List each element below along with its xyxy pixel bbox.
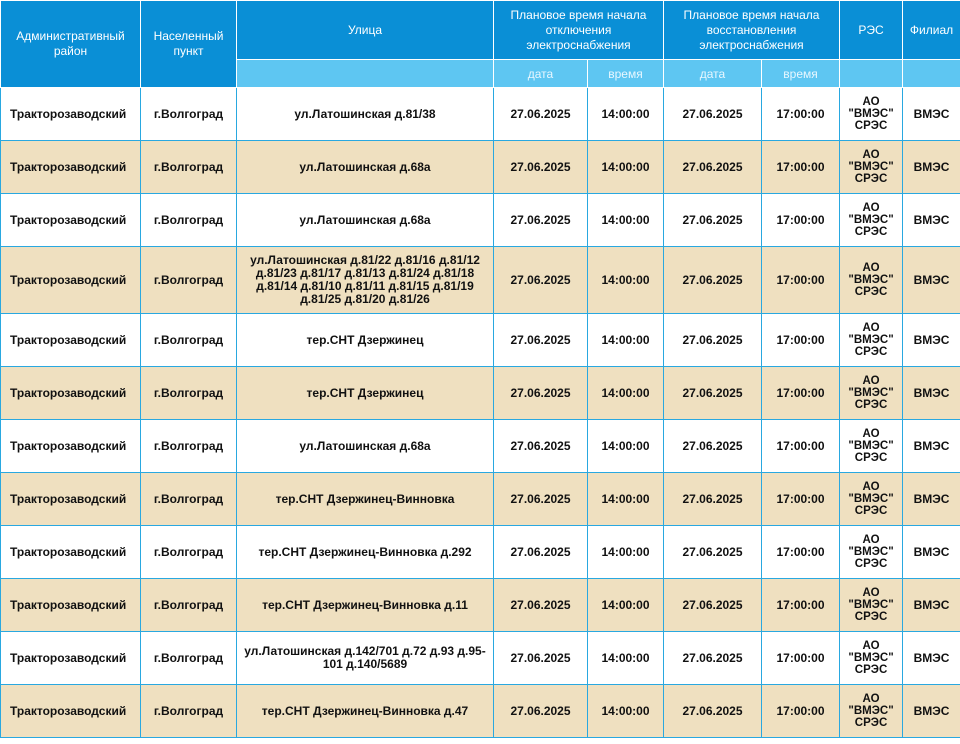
branch-cell: ВМЭС — [903, 526, 960, 579]
res-line: "ВМЭС" — [848, 705, 894, 717]
outage-date-cell: 27.06.2025 — [494, 314, 588, 367]
res-line: АО — [862, 96, 880, 108]
outage-time-cell: 14:00:00 — [588, 88, 664, 141]
locality-cell: г.Волгоград — [141, 367, 237, 420]
locality-cell: г.Волгоград — [141, 632, 237, 685]
street-cell: ул.Латошинская д.142/701 д.72 д.93 д.95-101 д.140/5689 — [237, 632, 494, 685]
restore-date-cell: 27.06.2025 — [664, 420, 762, 473]
subheader-restore-date: дата — [664, 60, 762, 88]
res-cell — [840, 526, 903, 579]
district-cell: Тракторозаводский — [1, 314, 141, 367]
street-cell: ул.Латошинская д.81/38 — [237, 88, 494, 141]
res-line: СРЭС — [854, 611, 888, 623]
restore-time-cell: 17:00:00 — [762, 579, 840, 632]
branch-cell: ВМЭС — [903, 685, 960, 738]
table-body — [1, 88, 960, 738]
res-cell — [840, 685, 903, 738]
restore-time-cell: 17:00:00 — [762, 685, 840, 738]
restore-time-cell: 17:00:00 — [762, 194, 840, 247]
res-line: "ВМЭС" — [848, 214, 894, 226]
district-cell: Тракторозаводский — [1, 88, 141, 141]
locality-cell: г.Волгоград — [141, 141, 237, 194]
restore-date-cell: 27.06.2025 — [664, 247, 762, 314]
subheader-outage-date: дата — [494, 60, 588, 88]
district-cell: Тракторозаводский — [1, 194, 141, 247]
outage-date-cell: 27.06.2025 — [494, 473, 588, 526]
res-line: "ВМЭС" — [848, 546, 894, 558]
subheader-res-empty — [840, 60, 903, 88]
restore-date-cell: 27.06.2025 — [664, 632, 762, 685]
outage-date-cell: 27.06.2025 — [494, 526, 588, 579]
header-row — [1, 1, 960, 60]
restore-time-cell: 17:00:00 — [762, 526, 840, 579]
restore-time-cell: 17:00:00 — [762, 141, 840, 194]
street-cell: тер.СНТ Дзержинец-Винновка д.47 — [237, 685, 494, 738]
res-line: СРЭС — [854, 173, 888, 185]
outage-date-cell: 27.06.2025 — [494, 194, 588, 247]
outage-time-cell: 14:00:00 — [588, 367, 664, 420]
res-cell — [840, 632, 903, 685]
res-line: "ВМЭС" — [848, 599, 894, 611]
header-outage-start: Плановое время начала отключения электроснабжения — [494, 1, 664, 60]
locality-cell: г.Волгоград — [141, 247, 237, 314]
restore-date-cell: 27.06.2025 — [664, 473, 762, 526]
branch-cell: ВМЭС — [903, 367, 960, 420]
outage-date-cell: 27.06.2025 — [494, 420, 588, 473]
street-cell: тер.СНТ Дзержинец-Винновка — [237, 473, 494, 526]
res-line: "ВМЭС" — [848, 334, 894, 346]
branch-cell: ВМЭС — [903, 141, 960, 194]
street-cell: ул.Латошинская д.81/22 д.81/16 д.81/12 д.81/23 д.81/17 д.81/13 д.81/24 д.81/18 д.81/14 д.81/10 д.81/11 д.81/15 д.81/19 д.81/25 д.81/20 д.81/26 — [237, 247, 494, 314]
header-district: Административный район — [1, 1, 141, 88]
restore-time-cell: 17:00:00 — [762, 314, 840, 367]
locality-cell: г.Волгоград — [141, 88, 237, 141]
subheader-outage-time: время — [588, 60, 664, 88]
branch-cell: ВМЭС — [903, 247, 960, 314]
street-cell: тер.СНТ Дзержинец — [237, 314, 494, 367]
district-cell: Тракторозаводский — [1, 141, 141, 194]
res-line: СРЭС — [854, 399, 888, 411]
res-line: АО — [862, 262, 880, 274]
branch-cell: ВМЭС — [903, 88, 960, 141]
res-line: СРЭС — [854, 664, 888, 676]
res-line: СРЭС — [854, 346, 888, 358]
res-line: "ВМЭС" — [848, 161, 894, 173]
restore-date-cell: 27.06.2025 — [664, 194, 762, 247]
restore-time-cell: 17:00:00 — [762, 632, 840, 685]
outage-date-cell: 27.06.2025 — [494, 685, 588, 738]
subheader-branch-empty — [903, 60, 960, 88]
district-cell: Тракторозаводский — [1, 367, 141, 420]
header-street: Улица — [237, 1, 494, 60]
res-cell — [840, 141, 903, 194]
res-line: АО — [862, 202, 880, 214]
res-line: АО — [862, 481, 880, 493]
outage-time-cell: 14:00:00 — [588, 526, 664, 579]
district-cell: Тракторозаводский — [1, 420, 141, 473]
res-cell — [840, 314, 903, 367]
restore-date-cell: 27.06.2025 — [664, 579, 762, 632]
res-line: АО — [862, 693, 880, 705]
res-line: АО — [862, 322, 880, 334]
res-cell — [840, 420, 903, 473]
restore-time-cell: 17:00:00 — [762, 247, 840, 314]
table-row — [1, 632, 960, 685]
street-cell: тер.СНТ Дзержинец-Винновка д.292 — [237, 526, 494, 579]
restore-date-cell: 27.06.2025 — [664, 685, 762, 738]
res-line: АО — [862, 534, 880, 546]
restore-time-cell: 17:00:00 — [762, 473, 840, 526]
street-cell: тер.СНТ Дзержинец — [237, 367, 494, 420]
district-cell: Тракторозаводский — [1, 526, 141, 579]
res-line: АО — [862, 640, 880, 652]
res-line: СРЭС — [854, 505, 888, 517]
street-cell: ул.Латошинская д.68а — [237, 194, 494, 247]
res-line: "ВМЭС" — [848, 387, 894, 399]
branch-cell: ВМЭС — [903, 194, 960, 247]
table-row — [1, 579, 960, 632]
res-line: СРЭС — [854, 226, 888, 238]
restore-date-cell: 27.06.2025 — [664, 141, 762, 194]
restore-time-cell: 17:00:00 — [762, 88, 840, 141]
res-line: СРЭС — [854, 120, 888, 132]
district-cell: Тракторозаводский — [1, 632, 141, 685]
table-row — [1, 88, 960, 141]
branch-cell: ВМЭС — [903, 420, 960, 473]
outage-date-cell: 27.06.2025 — [494, 632, 588, 685]
res-line: СРЭС — [854, 452, 888, 464]
restore-time-cell: 17:00:00 — [762, 367, 840, 420]
table-row — [1, 314, 960, 367]
outage-time-cell: 14:00:00 — [588, 685, 664, 738]
outage-time-cell: 14:00:00 — [588, 473, 664, 526]
res-cell — [840, 473, 903, 526]
district-cell: Тракторозаводский — [1, 247, 141, 314]
locality-cell: г.Волгоград — [141, 685, 237, 738]
outage-time-cell: 14:00:00 — [588, 141, 664, 194]
outage-time-cell: 14:00:00 — [588, 194, 664, 247]
outage-time-cell: 14:00:00 — [588, 420, 664, 473]
res-cell — [840, 194, 903, 247]
res-cell — [840, 247, 903, 314]
res-line: АО — [862, 587, 880, 599]
table-row — [1, 194, 960, 247]
locality-cell: г.Волгоград — [141, 420, 237, 473]
district-cell: Тракторозаводский — [1, 579, 141, 632]
locality-cell: г.Волгоград — [141, 473, 237, 526]
table-row — [1, 420, 960, 473]
res-line: "ВМЭС" — [848, 440, 894, 452]
branch-cell: ВМЭС — [903, 473, 960, 526]
table-row — [1, 685, 960, 738]
table-row — [1, 141, 960, 194]
res-line: АО — [862, 375, 880, 387]
table-row — [1, 473, 960, 526]
res-line: "ВМЭС" — [848, 274, 894, 286]
outage-date-cell: 27.06.2025 — [494, 141, 588, 194]
table-row — [1, 367, 960, 420]
res-line: СРЭС — [854, 558, 888, 570]
branch-cell: ВМЭС — [903, 314, 960, 367]
restore-date-cell: 27.06.2025 — [664, 88, 762, 141]
outage-time-cell: 14:00:00 — [588, 579, 664, 632]
header-res: РЭС — [840, 1, 903, 60]
outage-date-cell: 27.06.2025 — [494, 88, 588, 141]
subheader-restore-time: время — [762, 60, 840, 88]
district-cell: Тракторозаводский — [1, 685, 141, 738]
table-row — [1, 526, 960, 579]
res-line: "ВМЭС" — [848, 108, 894, 120]
locality-cell: г.Волгоград — [141, 194, 237, 247]
locality-cell: г.Волгоград — [141, 314, 237, 367]
locality-cell: г.Волгоград — [141, 579, 237, 632]
res-line: СРЭС — [854, 286, 888, 298]
table-row — [1, 247, 960, 314]
locality-cell: г.Волгоград — [141, 526, 237, 579]
restore-date-cell: 27.06.2025 — [664, 367, 762, 420]
street-cell: ул.Латошинская д.68а — [237, 141, 494, 194]
restore-date-cell: 27.06.2025 — [664, 526, 762, 579]
res-line: "ВМЭС" — [848, 652, 894, 664]
outage-time-cell: 14:00:00 — [588, 247, 664, 314]
outage-date-cell: 27.06.2025 — [494, 579, 588, 632]
restore-date-cell: 27.06.2025 — [664, 314, 762, 367]
outage-date-cell: 27.06.2025 — [494, 367, 588, 420]
subheader-street-empty — [237, 60, 494, 88]
branch-cell: ВМЭС — [903, 579, 960, 632]
header-locality: Населенный пункт — [141, 1, 237, 88]
outage-time-cell: 14:00:00 — [588, 314, 664, 367]
district-cell: Тракторозаводский — [1, 473, 141, 526]
res-line: "ВМЭС" — [848, 493, 894, 505]
outage-time-cell: 14:00:00 — [588, 632, 664, 685]
header-branch: Филиал — [903, 1, 960, 60]
res-line: СРЭС — [854, 717, 888, 729]
street-cell: тер.СНТ Дзержинец-Винновка д.11 — [237, 579, 494, 632]
street-cell: ул.Латошинская д.68а — [237, 420, 494, 473]
res-cell — [840, 367, 903, 420]
res-cell — [840, 88, 903, 141]
res-line: АО — [862, 428, 880, 440]
restore-time-cell: 17:00:00 — [762, 420, 840, 473]
outage-date-cell: 27.06.2025 — [494, 247, 588, 314]
res-cell — [840, 579, 903, 632]
branch-cell: ВМЭС — [903, 632, 960, 685]
res-line: АО — [862, 149, 880, 161]
header-restore-start: Плановое время начала восстановления электроснабжения — [664, 1, 840, 60]
